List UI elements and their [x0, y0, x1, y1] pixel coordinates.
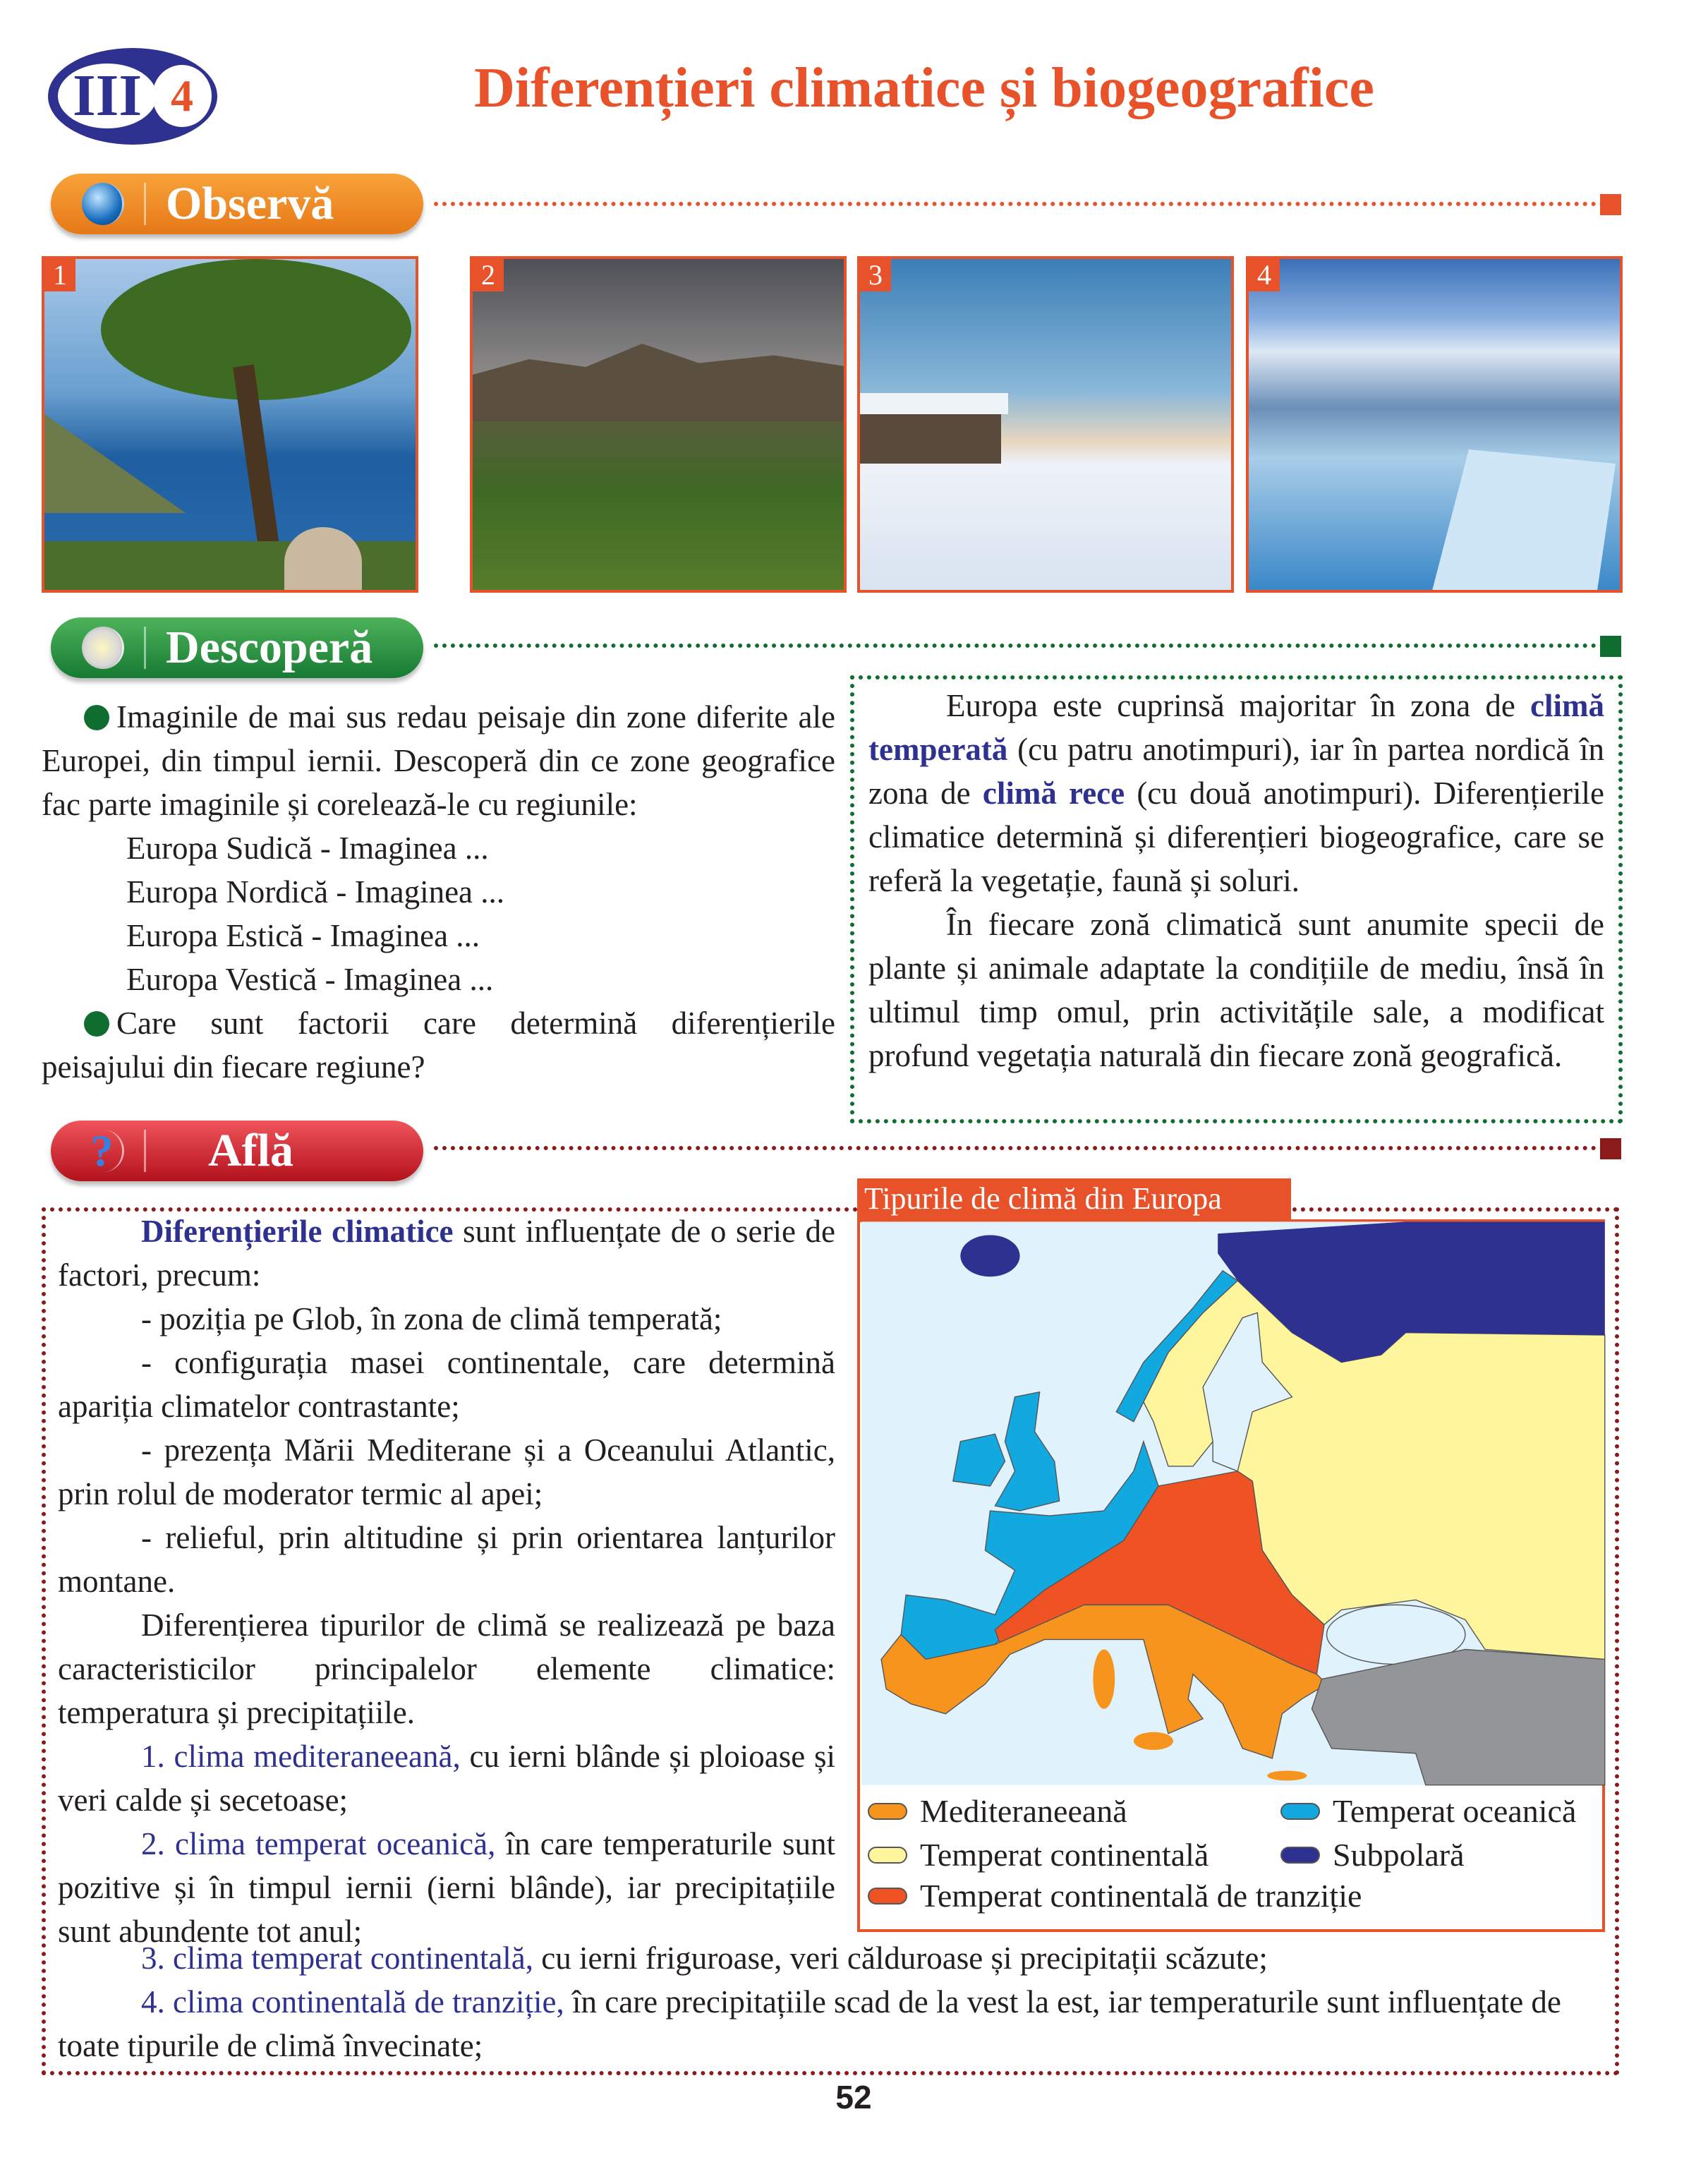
legend-swatch	[868, 1803, 907, 1820]
section-title: Descoperă	[166, 622, 373, 673]
region-item: Europa Sudică - Imaginea ...	[126, 831, 489, 866]
globe-icon	[82, 183, 124, 225]
photo-3-winter-village	[857, 256, 1234, 593]
section-title: Află	[208, 1125, 293, 1176]
question-1: Imaginile de mai sus redau peisaje din zone diferite ale Europei, din timpul iernii. Descoperă din ce zone geografice fac parte imaginile și corelează-le cu regiunile:	[42, 699, 835, 822]
question-2: Care sunt factorii care determină diferențierile peisajului din fiecare regiune?	[42, 1006, 835, 1085]
photo-number: 2	[473, 259, 504, 291]
legend-swatch	[1280, 1847, 1320, 1864]
legend-swatch	[868, 1847, 907, 1864]
afla-text	[58, 1209, 835, 1953]
factor-item: - configurația masei continentale, care determină apariția climatelor contrastante;	[58, 1345, 835, 1424]
afla-text-bottom	[58, 1936, 1610, 2068]
climate-type-name: 1. clima mediteraneeană,	[141, 1739, 461, 1774]
highlight: Diferențierile climatice	[141, 1214, 454, 1249]
highlight: climă temperată	[868, 688, 1604, 767]
descopera-questions	[42, 695, 835, 1089]
paragraph: Diferențierea tipurilor de climă se realizează pe baza caracteristicilor principalelor elemente climatice: temperatura și precipitațiile.	[58, 1607, 835, 1730]
text: Europa este cuprinsă majoritar în zona de	[946, 688, 1531, 723]
text: sunt influențate de o serie de factori, precum:	[58, 1214, 835, 1293]
region-item: Europa Vestică - Imaginea ...	[126, 962, 494, 997]
lesson-number: 4	[152, 65, 212, 127]
legend-label: Temperat continentală	[920, 1837, 1209, 1873]
map-title: Tipurile de climă din Europa	[857, 1178, 1291, 1219]
legend-swatch	[1280, 1803, 1320, 1820]
divider-end	[1600, 636, 1621, 657]
iceland	[960, 1235, 1019, 1276]
legend-item	[1280, 1836, 1465, 1873]
divider-end	[1600, 194, 1621, 215]
island-sardinia	[1093, 1650, 1115, 1709]
text: (cu două anotimpuri). Diferențierile climatice determină și diferențieri biogeografice, care se referă la vegetație, faună și soluri.	[868, 775, 1604, 898]
climate-type-desc: în care temperaturile sunt pozitive și în timpul iernii (ierni blânde), iar precipitațiile sunt abundente tot anul;	[58, 1826, 835, 1949]
legend-swatch	[868, 1888, 907, 1905]
page-title: Diferențieri climatice și biogeografice	[474, 57, 1374, 119]
legend-label: Temperat continentală de tranziție	[920, 1878, 1362, 1914]
climate-type-name: 2. clima temperat oceanică,	[141, 1826, 496, 1861]
region-item: Europa Nordică - Imaginea ...	[126, 874, 505, 910]
lightbulb-icon	[82, 627, 124, 669]
climate-type-name: 4. clima continentală de tranziție,	[141, 1984, 564, 2020]
legend-label: Subpolară	[1333, 1837, 1465, 1873]
paragraph: În fiecare zonă climatică sunt anumite specii de plante și animale adaptate la condițiile de mediu, însă în ultimul timp omul, prin activitățile sale, a modificat profund vegetația naturală din fiecare zonă geografică.	[868, 907, 1604, 1073]
legend-item	[868, 1877, 1362, 1914]
divider	[434, 202, 1605, 206]
photo-4-glacier	[1246, 256, 1623, 593]
photo-number: 4	[1249, 259, 1280, 291]
region-item: Europa Estică - Imaginea ...	[126, 918, 480, 953]
climate-type-desc: în care precipitațiile scad de la vest la est, iar temperaturile sunt influențate de toate tipurile de climă învecinate;	[58, 1984, 1561, 2063]
photo-number: 1	[44, 259, 75, 291]
section-observa-header	[51, 174, 423, 234]
photo-1-mediterranean	[42, 256, 418, 593]
divider-end	[1600, 1138, 1621, 1159]
legend-label: Mediteraneeană	[920, 1793, 1127, 1829]
section-descopera-header	[51, 617, 423, 678]
climate-type-desc: cu ierni friguroase, veri călduroase și precipitații scăzute;	[533, 1940, 1268, 1976]
factor-item: - prezența Mării Mediterane și a Oceanului Atlantic, prin rolul de moderator termic al apei;	[58, 1432, 835, 1511]
highlight: climă rece	[982, 775, 1125, 811]
factor-item: - poziția pe Glob, în zona de climă temperată;	[141, 1301, 722, 1336]
unit-number: III	[58, 64, 157, 128]
photo-2-castle	[470, 256, 847, 593]
island-sicily	[1134, 1732, 1173, 1750]
bullet-icon	[84, 1011, 109, 1037]
unit-badge	[48, 48, 217, 145]
climate-type-name: 3. clima temperat continentală,	[141, 1940, 534, 1976]
legend-item	[868, 1836, 1209, 1873]
photo-number: 3	[860, 259, 891, 291]
question-mark-icon: ?	[82, 1130, 124, 1172]
descopera-info-box	[850, 675, 1623, 1123]
text: (cu patru anotimpuri), iar în partea nordică în zona de	[868, 732, 1604, 811]
island-crete	[1267, 1770, 1307, 1780]
legend-item	[868, 1792, 1127, 1830]
section-title: Observă	[166, 178, 334, 229]
section-afla-header	[51, 1121, 423, 1181]
divider	[434, 1146, 1605, 1150]
factor-item: - relieful, prin altitudine și prin orientarea lanțurilor montane.	[58, 1520, 835, 1599]
bullet-icon	[84, 705, 109, 730]
legend-label: Temperat oceanică	[1333, 1793, 1577, 1829]
page-number: 52	[835, 2079, 872, 2115]
legend-item	[1280, 1792, 1576, 1830]
climate-type-desc: cu ierni blânde și ploioase și veri calde și secetoase;	[58, 1739, 835, 1818]
divider	[434, 644, 1605, 648]
